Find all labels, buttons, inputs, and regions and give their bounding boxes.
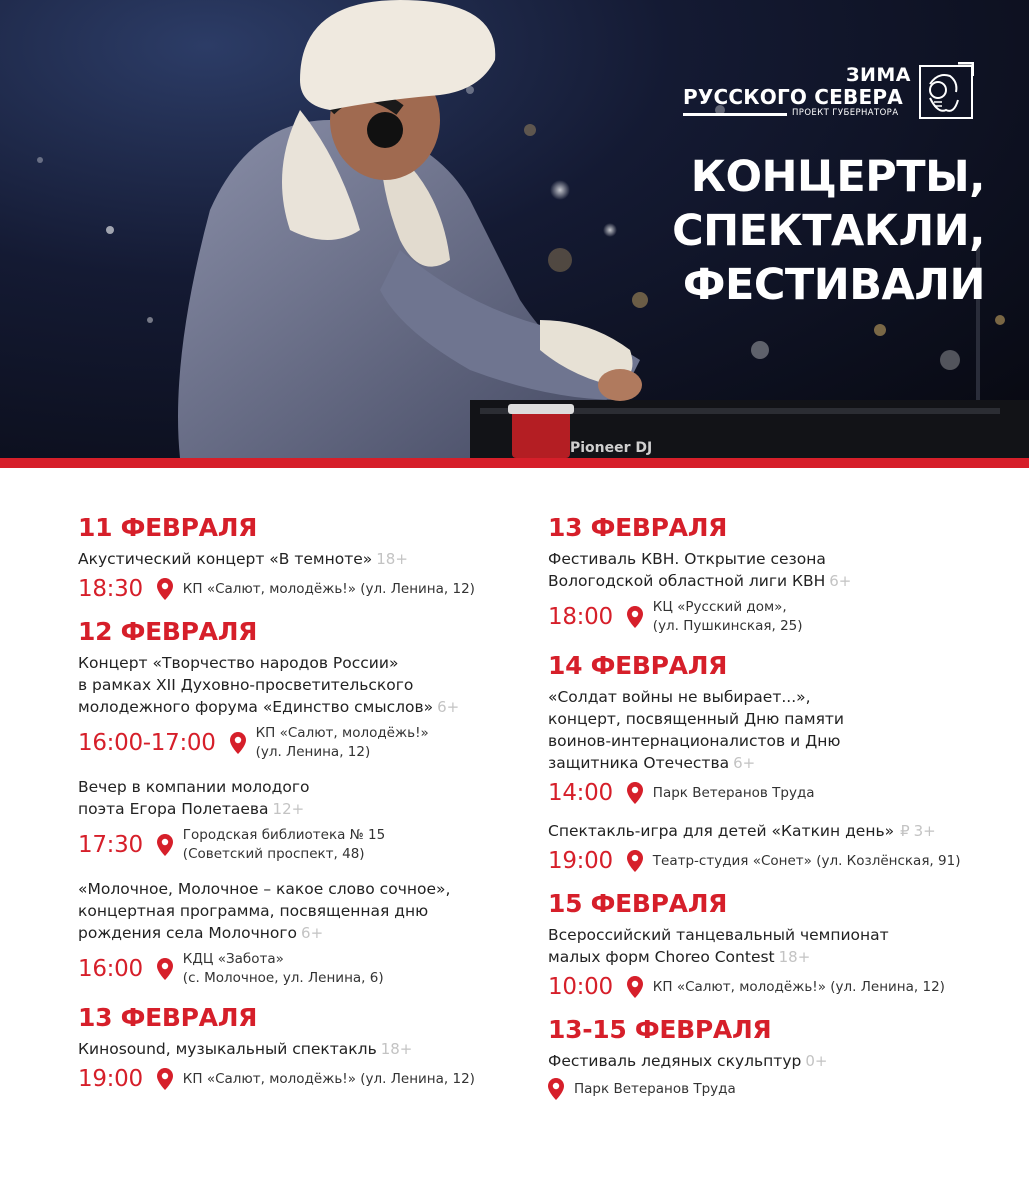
location-pin-icon xyxy=(230,732,246,754)
date-heading: 11 ФЕВРАЛЯ xyxy=(78,513,258,542)
headline-line-1: КОНЦЕРТЫ, xyxy=(690,152,985,202)
event-title: «Молочное, Молочное – какое слово сочное», концертная программа, посвященная дню рождения села Молочного 6+ xyxy=(78,880,451,942)
event-item xyxy=(548,924,998,1000)
red-divider xyxy=(0,458,1029,468)
logo-rule xyxy=(683,113,787,116)
event-meta xyxy=(548,780,998,806)
location-pin-icon xyxy=(627,976,643,998)
location-pin-icon xyxy=(157,578,173,600)
date-heading: 15 ФЕВРАЛЯ xyxy=(548,889,728,918)
event-item xyxy=(78,1038,508,1092)
age-rating: 6+ xyxy=(301,924,324,942)
event-time: 19:00 xyxy=(548,848,613,874)
event-place: Парк Ветеранов Труда xyxy=(574,1080,736,1097)
event-title: Акустический концерт «В темноте» 18+ xyxy=(78,550,408,568)
age-rating: 12+ xyxy=(272,800,305,818)
event-time: 19:00 xyxy=(78,1066,143,1092)
event-item xyxy=(78,548,508,602)
logo-line-1: ЗИМА xyxy=(846,64,912,86)
event-meta xyxy=(78,826,508,864)
location-pin-icon xyxy=(157,834,173,856)
santa-emblem-icon xyxy=(918,62,974,122)
event-time: 17:30 xyxy=(78,832,143,858)
age-rating: 0+ xyxy=(805,1052,828,1070)
location-pin-icon xyxy=(548,1078,564,1100)
hero-banner xyxy=(0,0,1029,458)
event-place: Парк Ветеранов Труда xyxy=(652,784,815,801)
event-place: КП «Салют, молодёжь!» (ул. Ленина, 12) xyxy=(255,725,429,760)
event-item xyxy=(78,878,508,988)
headline-line-2: СПЕКТАКЛИ, xyxy=(672,206,985,256)
logo-line-2: РУССКОГО СЕВЕРА xyxy=(683,85,903,109)
event-item xyxy=(78,776,508,864)
age-rating: 6+ xyxy=(829,572,852,590)
ruble-icon: ₽ xyxy=(900,822,910,840)
event-title: Фестиваль ледяных скульптур 0+ xyxy=(548,1052,828,1070)
date-heading: 14 ФЕВРАЛЯ xyxy=(548,651,728,680)
festival-logo xyxy=(680,52,980,130)
age-rating: 18+ xyxy=(778,948,811,966)
event-meta xyxy=(548,1078,998,1100)
event-title: Вечер в компании молодого поэта Егора Полетаева 12+ xyxy=(78,778,310,818)
event-title: Всероссийский танцевальный чемпионат малых форм Choreo Contest 18+ xyxy=(548,926,889,966)
event-meta xyxy=(78,576,508,602)
event-title: Концерт «Творчество народов России» в рамках XII Духовно-просветительского молодежного форума «Единство смыслов» 6+ xyxy=(78,654,460,716)
event-meta xyxy=(548,598,998,636)
event-title: «Солдат войны не выбирает...», концерт, посвященный Дню памяти воинов-интернационалистов и Дню защитника Отечества 6+ xyxy=(548,688,844,772)
date-heading: 12 ФЕВРАЛЯ xyxy=(78,617,258,646)
schedule-left-column xyxy=(78,512,508,1106)
event-meta xyxy=(78,1066,508,1092)
event-time: 16:00-17:00 xyxy=(78,730,216,756)
event-place: КП «Салют, молодёжь!» (ул. Ленина, 12) xyxy=(182,580,475,597)
event-title: Фестиваль КВН. Открытие сезона Вологодской областной лиги КВН 6+ xyxy=(548,550,852,590)
event-time: 14:00 xyxy=(548,780,613,806)
date-heading: 13-15 ФЕВРАЛЯ xyxy=(548,1015,772,1044)
event-meta xyxy=(548,974,998,1000)
event-time: 16:00 xyxy=(78,956,143,982)
headline-line-3: ФЕСТИВАЛИ xyxy=(682,260,985,310)
event-time: 18:00 xyxy=(548,604,613,630)
location-pin-icon xyxy=(157,1068,173,1090)
location-pin-icon xyxy=(627,782,643,804)
event-meta xyxy=(78,724,508,762)
event-item xyxy=(548,1050,998,1100)
age-rating: 18+ xyxy=(376,550,408,568)
event-place: Театр-студия «Сонет» (ул. Козлёнская, 91) xyxy=(652,852,961,869)
page-headline xyxy=(672,150,985,312)
event-place: КП «Салют, молодёжь!» (ул. Ленина, 12) xyxy=(652,978,945,995)
event-item xyxy=(78,652,508,762)
event-place: КДЦ «Забота» (с. Молочное, ул. Ленина, 6) xyxy=(182,951,384,986)
event-meta xyxy=(78,950,508,988)
event-time: 18:30 xyxy=(78,576,143,602)
event-title: Киноsound, музыкальный спектакль 18+ xyxy=(78,1040,413,1058)
location-pin-icon xyxy=(627,606,643,628)
event-meta xyxy=(548,848,998,874)
logo-tagline: ПРОЕКТ ГУБЕРНАТОРА xyxy=(792,108,899,118)
event-place: Городская библиотека № 15 (Советский проспект, 48) xyxy=(182,827,386,862)
event-place: КЦ «Русский дом», (ул. Пушкинская, 25) xyxy=(652,599,803,634)
location-pin-icon xyxy=(627,850,643,872)
age-rating: 18+ xyxy=(380,1040,413,1058)
event-item xyxy=(548,820,998,874)
date-heading: 13 ФЕВРАЛЯ xyxy=(548,513,728,542)
event-title: Спектакль-игра для детей «Каткин день» ₽ 3+ xyxy=(548,822,936,840)
age-rating: 6+ xyxy=(437,698,460,716)
age-rating: 3+ xyxy=(913,822,936,840)
location-pin-icon xyxy=(157,958,173,980)
svg-text:Pioneer DJ: Pioneer DJ xyxy=(570,440,653,456)
event-place: КП «Салют, молодёжь!» (ул. Ленина, 12) xyxy=(182,1070,475,1087)
schedule-right-column xyxy=(548,512,998,1114)
event-time: 10:00 xyxy=(548,974,613,1000)
age-rating: 6+ xyxy=(733,754,756,772)
event-item xyxy=(548,686,998,806)
event-item xyxy=(548,548,998,636)
date-heading: 13 ФЕВРАЛЯ xyxy=(78,1003,258,1032)
